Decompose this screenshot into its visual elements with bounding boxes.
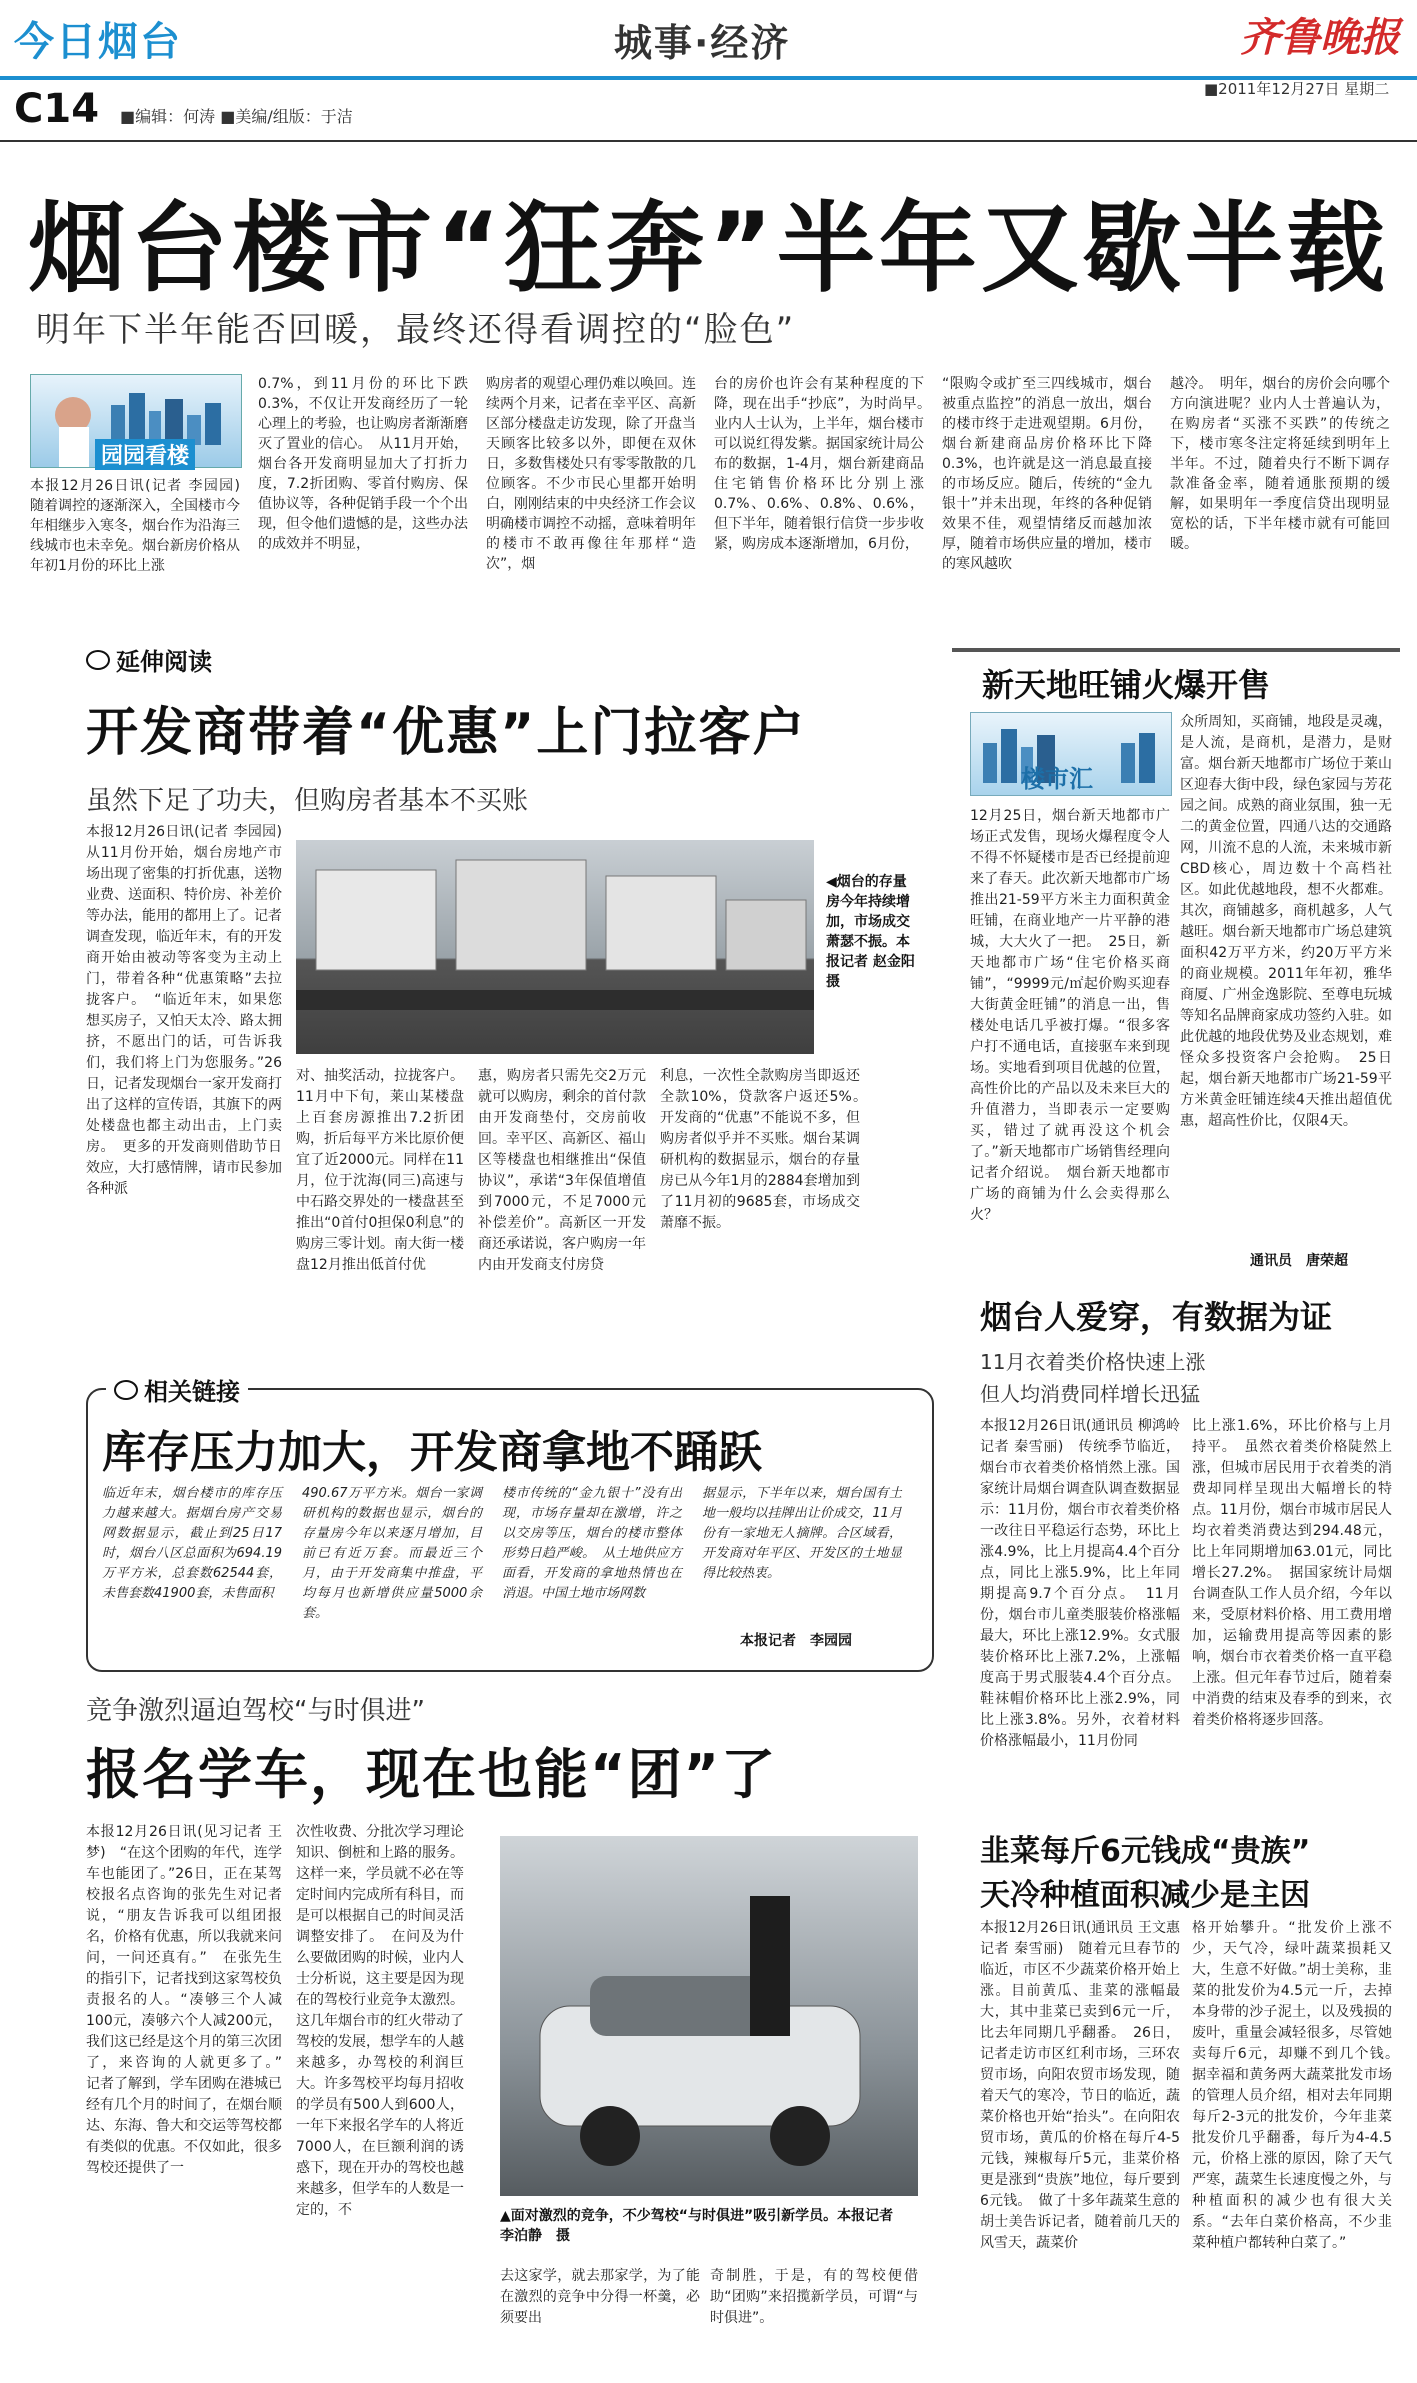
lead-col-4: 台的房价也许会有某种程度的下降，现在出手“抄底”，为时尚早。 业内人士认为，上半年，烟台楼市可以说红得发紫。据国家统计局公布的数据，1-4月，烟台新建商品住宅销售价格环比分别上涨0.7%、0.6%、0.8%、0.6%，但下半年，随着银行信贷一步步收紧，购房成本逐渐增加，6月份， bbox=[714, 376, 938, 552]
related-col-1: 临近年末，烟台楼市的库存压力越来越大。据烟台房产交易网数据显示，截止到25日17时，烟台八区总面积为694.19万平方米，总套数62544套，未售套数41900套，未售面积 bbox=[102, 1486, 282, 1601]
related-col-3: 楼市传统的“金九银十”没有出现，市场存量却在激增，许之以交房等压，烟台的楼市整体形势日趋严峻。 从土地供应方面看，开发商的拿地热情也在消退。中国土地市场网数 bbox=[502, 1486, 682, 1601]
school-col-4: 奇制胜，于是，有的驾校便借助“团购”来招揽新学员，可谓“与时俱进”。 bbox=[710, 2268, 918, 2326]
shop-col-1: 12月25日，烟台新天地都市广场正式发售，现场火爆程度令人不得不怀疑楼市是否已经提前迎来了春天。此次新天地都市广场推出21-59平方米主力面积黄金旺铺，在商业地产一片平静的港城，大大火了一把。 25日，新天地都市广场“住宅价格买商铺”，“9999元/㎡起价购买迎春大街黄金旺铺”的消息一出，售楼处电话几乎被打爆。“很多客户打不通电话，直接驱车来到现场。实地看到项目优越的位置，高性价比的产品以及未来巨大的升值潜力，当即表示一定要购买，错过了就再没这个机会了。”新天地都市广场销售经理向记者介绍说。 烟台新天地都市广场的商铺为什么会卖得那么火？ bbox=[970, 808, 1170, 1223]
ext-badge-label: 延伸阅读 bbox=[116, 648, 212, 676]
header-separator bbox=[0, 140, 1417, 142]
lead-subheadline: 明年下半年能否回暖，最终还得看调控的“脸色” bbox=[36, 310, 796, 350]
car-photo-icon bbox=[500, 1836, 918, 2196]
related-col-2: 490.67万平方米。烟台一家调研机构的数据也显示，烟台的存量房今年以来逐月增加，目前已有近万套。而最近三个月，由于开发商集中推盘，平均每月也新增供应量5000余套。 bbox=[302, 1486, 482, 1621]
shop-column-logo bbox=[970, 712, 1172, 796]
lead-headline: 烟台楼市“狂奔”半年又歇半载 bbox=[28, 192, 1389, 306]
school-col-1: 本报12月26日讯(见习记者 王梦) “在这个团购的年代，连学车也能团了。”26日，正在某驾校报名点咨询的张先生对记者说，“朋友告诉我可以组团报名，价格有优惠，所以我就来问问，一问还真有。” 在张先生的指引下，记者找到这家驾校负责报名的人。“凑够三个人减100元，凑够六个人减200元，我们这已经是这个月的第三次团了，来咨询的人就更多了。” 记者了解到，学车团购在港城已经有几个月的时间了，在烟台顺达、东海、鲁大和交运等驾校都有类似的优惠。不仅如此，很多驾校还提供了一 bbox=[86, 1824, 296, 2176]
ext-headline: 开发商带着“优惠”上门拉客户 bbox=[86, 703, 807, 763]
clothes-subhead-1: 11月衣着类价格快速上涨 bbox=[980, 1350, 1206, 1374]
clothes-col-2: 比上涨1.6%，环比价格与上月持平。 虽然衣着类价格陡然上涨，但城市居民用于衣着类的消费却同样呈现出大幅增长的特点。11月份，烟台市城市居民人均衣着类消费达到294.48元，比上年同期增加63.01元，同比增长27.2%。 据国家统计局烟台调查队工作人员介绍，今年以来，受原材料价格、用工费用增加，运输费用提高等因素的影响，烟台市衣着类价格一直平稳上涨。但元年春节过后，随着秦中消费的结束及春季的到来，衣着类价格将逐步回落。 bbox=[1192, 1418, 1392, 1728]
related-badge bbox=[106, 1372, 248, 1407]
ext-photo bbox=[296, 840, 814, 1054]
lead-col-2: 0.7%，到11月份的环比下跌0.3%，不仅让开发商经历了一轮心理上的考验，也让购房者渐渐磨灭了置业的信心。 从11月开始，烟台各开发商明显加大了打折力度，7.2折团购、零首付购房、保值协议等，各种促销手段一个个出现，但令他们遗憾的是，这些办法的成效并不明显， bbox=[258, 376, 468, 552]
ext-subheadline: 虽然下足了功夫，但购房者基本不买账 bbox=[86, 786, 529, 816]
ext-col-1: 本报12月26日讯(记者 李园园) 从11月份开始，烟台房地产市场出现了密集的打折优惠，送物业费、送面积、特价房、补差价等办法，能用的都用上了。记者调查发现，临近年末，有的开发商开始由被动等客变为主动上门，带着各种“优惠策略”去拉拢客户。 “临近年末，如果您想买房子，又怕天太冷、路太拥挤，不愿出门的话，可告诉我们，我们将上门为您服务。”26日，记者发现烟台一家开发商打出了这样的宣传语，其旗下的两处楼盘也都主动出击，上门卖房。 更多的开发商则借助节日效应，大打感情牌，请市民参加各种派 bbox=[86, 824, 296, 1197]
veg-col-2: 格开始攀升。“批发价上涨不少，天气冷，绿叶蔬菜损耗又大，生意不好做。”胡士美称，韭菜的批发价为4.5元一斤，去掉本身带的沙子泥土，以及残损的废叶，重量会减轻很多，尽管她卖每斤6元，却赚不到几个钱。 据幸福和黄务两大蔬菜批发市场的管理人员介绍，相对去年同期每斤2-3元的批发价，今年韭菜批发价几乎翻番，每斤为4-4.5元，价格上涨的原因，除了天气严寒，蔬菜生长速度慢之外，与种植面积的减少也有很大关系。“去年白菜价格高，不少韭菜种植户都转种白菜了。” bbox=[1192, 1920, 1406, 2251]
ext-col-4: 利息，一次性全款购房当即返还全款10%，贷款客户返还5%。 开发商的“优惠”不能说不多，但购房者似乎并不买账。烟台某调研机构的数据显示，烟台的存量房已从今年1月的2884套增加到了11月初的9685套，市场成交萧靡不振。 bbox=[660, 1068, 874, 1231]
school-col-2: 次性收费、分批次学习理论知识、倒桩和上路的服务。这样一来，学员就不必在等定时间内完成所有科目，而是可以根据自己的时间灵活调整安排了。 在问及为什么要做团购的时候，业内人士分析说，这主要是因为现在的驾校行业竞争太激烈。这几年烟台市的红火带动了驾校的发展，想学车的人越来越多，办驾校的利润巨大。许多驾校平均每月招收的学员有500人到600人，一年下来报名学车的人将近7000人，在巨额利润的诱惑下，现在开办的驾校也越来越多，但学车的人数是一定的，不 bbox=[296, 1824, 464, 2218]
lead-col-3: 购房者的观望心理仍难以唤回。连续两个月来，记者在幸平区、高新区部分楼盘走访发现，除了开盘当天顾客比较多以外，即便在双休日，多数售楼处只有零零散散的几位顾客。不少市民心里都开始明白，刚刚结束的中央经济工作会议明确楼市调控不动摇，意味着明年的楼市不敢再像往年那样“造次”，烟 bbox=[486, 376, 696, 572]
ext-col-2: 对、抽奖活动，拉拢客户。11月中下旬，莱山某楼盘上百套房源推出7.2折团购，折后每平方米比原价便宜了近2000元。同样在11月，位于沈海(同三)高速与中石路交界处的一楼盘甚至推出“0首付0担保0利息”的购房三零计划。南大街一楼盘12月推出低首付优 bbox=[296, 1068, 464, 1273]
veg-headline-2: 天冷种植面积减少是主因 bbox=[980, 1878, 1310, 1913]
section-title: 今日烟台 bbox=[14, 19, 182, 65]
clothes-subhead-2: 但人均消费同样增长迅猛 bbox=[980, 1382, 1200, 1406]
ext-badge bbox=[86, 642, 212, 677]
school-headline: 报名学车，现在也能“团”了 bbox=[86, 1743, 777, 1806]
related-col-4: 据显示，下半年以来，烟台国有土地一般均以挂牌出让价成交，11月份有一家地无人摘牌。合区域看，开发商对年平区、开发区的土地显得比较热衷。 bbox=[702, 1486, 902, 1581]
related-badge-icon bbox=[114, 1380, 138, 1400]
school-col-3: 去这家学，就去那家学，为了能在激烈的竞争中分得一杯羹，必须要出 bbox=[500, 2268, 700, 2326]
related-badge-label: 相关链接 bbox=[144, 1378, 240, 1406]
clothes-headline: 烟台人爱穿，有数据为证 bbox=[980, 1298, 1333, 1336]
shop-headline: 新天地旺铺火爆开售 bbox=[982, 666, 1271, 704]
section-category: 城事·经济 bbox=[614, 21, 791, 65]
veg-col-1: 本报12月26日讯(通讯员 王文惠 记者 秦雪丽) 随着元旦春节的临近，市区不少蔬菜价格开始上涨。目前黄瓜、韭菜的涨幅最大，其中韭菜已卖到6元一斤，比去年同期几乎翻番。 26日，记者走访市区红利市场，三环农贸市场，向阳农贸市场发现，随着天气的寒冷，节日的临近，蔬菜价格也开始“抬头”。在向阳农贸市场，黄瓜的价格在每斤4-5元钱，辣椒每斤5元，韭菜价格更是涨到“贵族”地位，每斤要到6元钱。 做了十多年蔬菜生意的胡士美告诉记者，随着前几天的风雪天，蔬菜价 bbox=[980, 1920, 1180, 2251]
ext-col-3: 惠，购房者只需先交2万元就可以购房，剩余的首付款由开发商垫付，交房前收回。幸平区、高新区、福山区等楼盘也相继推出“保值协议”，承诺“3年保值增值到7000元，不足7000元补偿差价”。高新区一开发商还承诺说，客户购房一年内由开发商支付房贷 bbox=[478, 1068, 646, 1273]
page-number: C14 bbox=[14, 86, 100, 132]
clothes-col-1: 本报12月26日讯(通讯员 柳鸿岭 记者 秦雪丽) 传统季节临近，烟台市衣着类价格悄然上涨。国家统计局烟台调查队调查数据显示：11月份，烟台市衣着类价格一改往日平稳运行态势，环比上涨4.9%，比上月提高4.4个百分点，同比上涨5.9%，比上年同期提高9.7个百分点。 11月份，烟台市儿童类服装价格涨幅最大，环比上涨12.9%。女式服装价格环比上涨7.2%，上涨幅度高于男式服装4.4个百分点。鞋袜帽价格环比上涨2.9%，同比上涨3.8%。另外，衣着材料价格涨幅最小，11月份同 bbox=[980, 1418, 1180, 1749]
column-logo-label: 园园看楼 bbox=[95, 439, 195, 470]
ext-photo-caption: ◀烟台的存量房今年持续增加，市场成交萧瑟不振。本报记者 赵金阳 摄 bbox=[826, 874, 915, 990]
issue-date: ■2011年12月27日 星期二 bbox=[1204, 80, 1390, 98]
school-photo-caption: ▲面对激烈的竞争，不少驾校“与时俱进”吸引新学员。本报记者 李泊静 摄 bbox=[500, 2208, 908, 2244]
ext-badge-icon bbox=[86, 650, 110, 670]
school-photo bbox=[500, 1836, 918, 2196]
veg-headline: 韭菜每斤6元钱成“贵族” bbox=[980, 1834, 1311, 1869]
lead-col-5: “限购令或扩至三四线城市，烟台被重点监控”的消息一放出，烟台的楼市终于走进观望期。6月份，烟台新建商品房价格环比下降0.3%，也许就是这一消息最直接的市场反应。随后，传统的“金九银十”并未出现，年终的各种促销效果不佳，观望情绪反而越加浓厚，随着市场供应量的增加，楼市的寒风越吹 bbox=[942, 376, 1152, 572]
school-kicker: 竞争激烈逼迫驾校“与时俱进” bbox=[86, 1696, 425, 1726]
shop-col-2: 众所周知，买商铺，地段是灵魂，是人流，是商机，是潜力，是财富。烟台新天地都市广场位于莱山区迎春大街中段，绿色家园与芳花园之间。成熟的商业氛围，独一无二的黄金位置，四通八达的交通路网，川流不息的人流，未来城市新CBD核心，周边数十个高档社区。如此优越地段，想不火都难。其次，商铺越多，商机越多，人气越旺。烟台新天地都市广场总建筑面积42万平方米，约20万平方米的商业规模。2011年年初，雅华商厦、广州金逸影院、至尊电玩城等知名品牌商家成功签约入驻。如此优越的地段优势及业态规划，难怪众多投资客户会抢购。 25日起，烟台新天地都市广场21-59平方米黄金旺铺连续4天推出超值优惠，超高性价比，仅限4天。 bbox=[1180, 714, 1392, 1129]
building-photo-icon bbox=[296, 840, 814, 1054]
lead-col-1: 本报12月26日讯(记者 李园园) 随着调控的逐渐深入，全国楼市今年相继步入寒冬，烟台作为沿海三线城市也未幸免。烟台新房价格从年初1月份的环比上涨 bbox=[30, 478, 254, 574]
related-headline: 库存压力加大，开发商拿地不踊跃 bbox=[102, 1427, 762, 1478]
shop-column-logo-label: 楼市汇 bbox=[1021, 765, 1093, 793]
related-byline: 本报记者 李园园 bbox=[740, 1633, 852, 1649]
newspaper-logo: 齐鲁晚报 bbox=[1240, 14, 1400, 61]
column-logo-box bbox=[30, 374, 242, 468]
shop-byline: 通讯员 唐荣超 bbox=[1250, 1253, 1348, 1269]
editor-credits: ■编辑：何涛 ■美编/组版：于洁 bbox=[120, 107, 353, 126]
lead-col-6: 越冷。 明年，烟台的房价会向哪个方向演进呢？业内人士普遍认为，在购房者“买涨不买跌”的传统之下，楼市寒冬注定将延续到明年上半年。不过，随着央行不断下调存款准备金率，随着通胀预期的缓解，如果明年一季度信贷出现明显宽松的话，下半年楼市就有可能回暖。 bbox=[1170, 376, 1390, 552]
